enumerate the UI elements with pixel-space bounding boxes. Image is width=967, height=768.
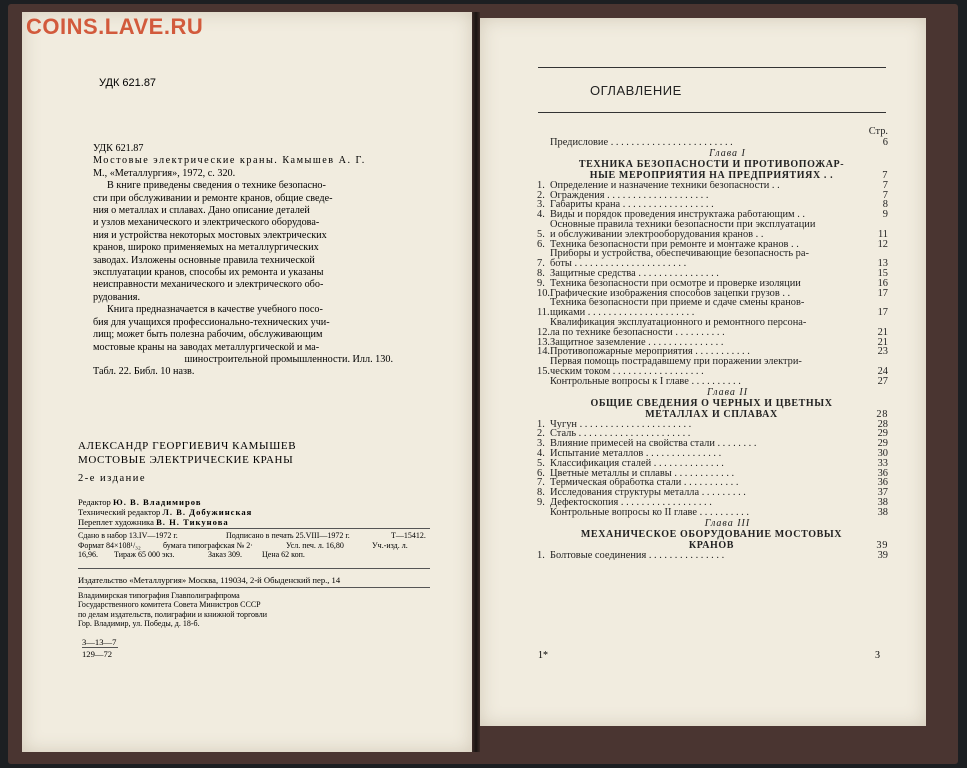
toc-page-number: 28 (877, 418, 888, 430)
toc-entry-text: Испытание металлов . . . . . . . . . . . . . . . (550, 448, 722, 459)
toc-entry (537, 508, 888, 518)
toc-entry-text: Контрольные вопросы ко II главе . . . . . . . . . . (550, 507, 749, 518)
toc-entry-number: 15. (537, 365, 550, 377)
toc-entry (537, 220, 888, 240)
author-name: АЛЕКСАНДР ГЕОРГИЕВИЧ КАМЫШЕВ (78, 440, 297, 452)
toc-entry-number: 7. (537, 477, 545, 489)
toc-entry (537, 469, 888, 479)
toc-page-number: 30 (877, 447, 888, 459)
toc-entry-number: 9. (537, 277, 545, 289)
toc-entry (537, 338, 888, 348)
toc-entry-text: Техника безопасности при приеме и сдаче смены кранов- щиками . . . . . . . . . . . . . . . . . . . . . (550, 298, 805, 318)
toc-chapter-title (537, 529, 888, 551)
toc-entry (537, 181, 888, 191)
toc-chapter-text: ОБЩИЕ СВЕДЕНИЯ О ЧЕРНЫХ И ЦВЕТНЫХ МЕТАЛЛАХ И СПЛАВАХ (590, 397, 833, 420)
toc-entry (537, 478, 888, 488)
toc-entry (537, 240, 888, 250)
abstract-line: кранов, широко применяемых на металлургических (93, 242, 319, 254)
toc-page-number: 13 (877, 258, 888, 270)
editors-block (78, 497, 252, 527)
toc-entry (537, 459, 888, 469)
toc-entry-text: Первая помощь пострадавшему при поражении электри- ческим током . . . . . . . . . . . . . . . . . . (550, 357, 802, 377)
toc-entry (537, 318, 888, 338)
page-number: 3 (875, 650, 880, 661)
toc-page-number: 29 (877, 438, 888, 450)
toc-entry (537, 298, 888, 318)
toc-entry-text: Защитное заземление . . . . . . . . . . . . . . . (550, 337, 724, 348)
book-title: МОСТОВЫЕ ЭЛЕКТРИЧЕСКИЕ КРАНЫ (78, 454, 294, 466)
abstract-line: и узлов механического и электрического оборудова- (93, 217, 320, 229)
toc-page-number: 16 (877, 277, 888, 289)
toc-page-number: 28 (876, 408, 888, 420)
toc-entry-number: 2. (537, 189, 545, 201)
toc-entry-number: 11. (537, 307, 550, 319)
cover-artist-line: Переплет художника В. Н. Тикунова (78, 517, 229, 527)
toc-entry-number: 12. (537, 326, 550, 338)
abstract-line: ния и устройства некоторых мостовых электрических (93, 229, 327, 241)
toc-entry-text: Болтовые соединения . . . . . . . . . . . . . . . (550, 550, 725, 561)
toc-title: ОГЛАВЛЕНИЕ (590, 83, 682, 98)
toc-entry-number: 9. (537, 496, 545, 508)
toc-page-number: 39 (876, 539, 888, 551)
toc-page-number: 9 (882, 209, 888, 221)
toc-chapter-title (537, 159, 888, 181)
toc-chapter-text: ТЕХНИКА БЕЗОПАСНОСТИ И ПРОТИВОПОЖАР- НЫЕ МЕРОПРИЯТИЯ НА ПРЕДПРИЯТИЯХ . . (578, 158, 845, 181)
toc-entry-number: 3. (537, 199, 545, 211)
toc-entry (537, 138, 888, 148)
toc-page-number: 17 (877, 287, 888, 299)
toc-entry-text: Контрольные вопросы к I главе . . . . . . . . . . (550, 376, 741, 387)
divider (78, 587, 430, 588)
toc-entry-text: Цветные металлы и сплавы . . . . . . . . . . . . (550, 468, 735, 479)
toc-page-number: 24 (877, 365, 888, 377)
toc-entry (537, 357, 888, 377)
toc-entry-text: Определение и назначение техники безопасности . . (550, 180, 780, 191)
abstract-line: УДК 621.87 (93, 143, 144, 154)
signature-mark: 1* (538, 650, 548, 661)
toc-page-number: 8 (882, 199, 888, 211)
toc-chapter-label: Глава II (706, 386, 749, 398)
toc-entry (537, 347, 888, 357)
toc-chapter-label: Глава I (709, 147, 746, 159)
abstract-line: эксплуатации кранов, способы их ремонта и указаны (93, 267, 324, 279)
toc-entry-text: Термическая обработка стали . . . . . . . . . . . (550, 478, 739, 489)
toc-chapter-title (537, 398, 888, 420)
toc-entry-text: Дефектоскопия . . . . . . . . . . . . . . . . . . (550, 497, 712, 508)
toc-entry (537, 420, 888, 430)
edition: 2-е издание (78, 473, 147, 484)
abstract-block (93, 143, 393, 379)
toc-page-number: 29 (877, 428, 888, 440)
abstract-line: сти при обслуживании и ремонте кранов, общие сведе- (93, 192, 333, 204)
book-spine-gutter (472, 12, 480, 752)
toc-entry-number: 13. (537, 336, 550, 348)
toc-entry (537, 289, 888, 299)
toc-entry-number: 3. (537, 438, 545, 450)
toc-page-number: 36 (877, 467, 888, 479)
toc-entry (537, 551, 888, 561)
toc-entry (537, 429, 888, 439)
toc-entry (537, 498, 888, 508)
toc-page-number: 38 (877, 496, 888, 508)
toc-entry (537, 269, 888, 279)
toc-page-number: 36 (877, 477, 888, 489)
header-rule (538, 67, 886, 68)
toc-page-number: 7 (882, 169, 888, 181)
toc-page-number: 33 (877, 457, 888, 469)
toc-page-number: 38 (877, 506, 888, 518)
toc-entry-text: Предисловие . . . . . . . . . . . . . . . . . . . . . . . . (550, 138, 733, 148)
abstract-line: заводах. Изложены основные правила технической (93, 254, 315, 266)
toc-entry-text: Графические изображения способов зацепки грузов . . (550, 288, 791, 299)
toc-entry-text: Противопожарные мероприятия . . . . . . . . . . . (550, 347, 750, 358)
printer-block (78, 591, 267, 629)
toc-entry-number: 1. (537, 179, 545, 191)
toc-entry-text: Приборы и устройства, обеспечивающие безопасность ра- боты . . . . . . . . . . . . . . . . . . . . . . (550, 249, 809, 269)
toc-entry-text: Чугун . . . . . . . . . . . . . . . . . . . . . . (550, 419, 692, 430)
imprint-paper: бумага типографская № 2· (163, 540, 253, 550)
toc-page-number: 7 (882, 189, 888, 201)
toc-page-number: 11 (877, 228, 888, 240)
toc-entry (537, 488, 888, 498)
toc-entry-number: 1. (537, 549, 545, 561)
toc-entry (537, 200, 888, 210)
printer-line: Государственного комитета Совета Министров СССР (78, 600, 261, 610)
abstract-line: ния о металлах и сплавах. Дано описание деталей (93, 205, 310, 217)
abstract-line: В книге приведены сведения о технике безопасно- (107, 180, 326, 192)
toc-page-number: 27 (877, 375, 888, 387)
toc-entry (537, 279, 888, 289)
toc-entry-text: Основные правила техники безопасности при эксплуатации и обслуживании электрооборудования кранов . . (550, 219, 816, 240)
imprint-sheets: Усл. печ. л. 16,80 (286, 540, 344, 550)
abstract-line: неисправности механического и электрического обо- (93, 279, 324, 291)
tech-editor-line: Технический редактор Л. В. Добужинская (78, 507, 253, 517)
editor-line: Редактор Ю. В. Владимиров (78, 497, 202, 507)
toc-entry-number: 8. (537, 267, 545, 279)
toc-entry (537, 210, 888, 220)
toc-entry-number: 2. (537, 428, 545, 440)
toc-entry-text: Классификация сталей . . . . . . . . . . . . . . (550, 458, 724, 469)
divider (78, 528, 430, 529)
printer-line: Владимирская типография Главполиграфпрома (78, 591, 240, 600)
toc-entry-number: 5. (537, 228, 545, 240)
toc-entry-text: Влияние примесей на свойства стали . . . . . . . . (550, 439, 757, 449)
abstract-line: мостовые краны на заводах металлургической и ма- (93, 341, 320, 353)
toc-entry (537, 377, 888, 387)
toc-page-number: 37 (877, 487, 888, 499)
toc-entry-text: Виды и порядок проведения инструктажа работающим . . (550, 210, 805, 220)
toc-entry-text: Защитные средства . . . . . . . . . . . . . . . . (550, 268, 719, 279)
imprint-ed-sheets-value: 16,96. (78, 550, 98, 560)
toc-page-number: 6 (882, 137, 888, 148)
toc-entry-text: Габариты крана . . . . . . . . . . . . . . . . . . (550, 200, 714, 211)
watermark: COINS.LAVE.RU (26, 14, 204, 39)
imprint-ed-sheets: Уч.-изд. л. (372, 540, 408, 550)
toc-page-number: 23 (877, 346, 888, 358)
toc-page-number: 15 (877, 267, 888, 279)
abstract-line: рудования. (93, 291, 141, 303)
toc-entry-number: 5. (537, 457, 545, 469)
toc-entry-number: 1. (537, 418, 545, 430)
publisher: Издательство «Металлургия» Москва, 119034, 2-й Обыденский пер., 14 (78, 575, 341, 585)
imprint-t-code: Т—15412. (391, 531, 426, 540)
abstract-line: М., «Металлургия», 1972, с. 320. (93, 167, 236, 179)
toc-entry (537, 439, 888, 449)
toc-entry (537, 249, 888, 269)
catalog-code-bottom: 129—72 (82, 647, 118, 659)
printer-line: Гор. Владимир, ул. Победы, д. 18-б. (78, 619, 200, 629)
abstract-line: Книга предназначается в качестве учебного посо- (107, 304, 323, 316)
imprint-price: Цена 62 коп. (262, 550, 305, 560)
abstract-line: лищ; может быть полезна рабочим, обслуживающим (93, 329, 323, 341)
abstract-line: бия для учащихся профессионально-технических учи- (93, 316, 330, 328)
imprint-signed: Подписано в печать 25.VIII—1972 г. (226, 531, 350, 540)
toc-page-number: 7 (882, 179, 888, 191)
toc-entry-number: 6. (537, 238, 545, 250)
udk-code: УДК 621.87 (99, 77, 157, 89)
toc-chapter-text: МЕХАНИЧЕСКОЕ ОБОРУДОВАНИЕ МОСТОВЫХ КРАНОВ (580, 528, 843, 551)
toc-entry-text: Сталь . . . . . . . . . . . . . . . . . . . . . . (550, 429, 691, 440)
toc-entry-text: Квалификация эксплуатационного и ремонтного персона- ла по технике безопасности . . . . . . . . . . (550, 317, 807, 338)
printer-line: по делам издательств, полиграфии и книжной торговли (78, 609, 267, 619)
toc-page-number: 21 (877, 336, 888, 348)
abstract-line: Табл. 22. Библ. 10 назв. (93, 366, 195, 378)
toc-page-number: 39 (877, 549, 888, 561)
catalog-code-top: 3—13—7 (82, 637, 117, 647)
table-of-contents (537, 126, 888, 560)
divider (78, 568, 430, 569)
toc-entry-number: 8. (537, 487, 545, 499)
toc-entry-text: Исследования структуры металла . . . . . . . . . (550, 488, 746, 498)
imprint-typeset: Сдано в набор 13.IV—1972 г. (78, 531, 178, 540)
toc-entry-number: 4. (537, 447, 545, 459)
toc-entry-number: 7. (537, 258, 545, 270)
abstract-line: шиностроительной промышленности. Илл. 130. (184, 353, 393, 365)
toc-entry-text: Ограждения . . . . . . . . . . . . . . . . . . . . (550, 190, 709, 201)
toc-page-number: 17 (877, 307, 888, 319)
toc-entry-number: 6. (537, 467, 545, 479)
toc-page-number: 12 (877, 238, 888, 250)
imprint-print-run: Тираж 65 000 экз. (114, 550, 175, 560)
imprint-order: Заказ 309. (208, 550, 243, 560)
catalog-codes (82, 637, 118, 659)
toc-chapter-label: Глава III (704, 517, 751, 529)
abstract-line: Мостовые электрические краны. Камышев А. Г. (93, 155, 366, 167)
toc-entry-number: 4. (537, 209, 545, 221)
toc-entry-number: 14. (537, 346, 550, 358)
header-rule (538, 112, 886, 113)
toc-entry (537, 191, 888, 201)
toc-entry-number: 10. (537, 287, 550, 299)
toc-entry (537, 449, 888, 459)
page-column-label: Стр. (868, 126, 888, 137)
toc-entry-text: Техника безопасности при ремонте и монтаже кранов . . (550, 239, 799, 250)
toc-page-number: 21 (877, 326, 888, 338)
toc-entry-text: Техника безопасности при осмотре и проверке изоляции (550, 278, 801, 289)
imprint-format: Формат 84×108¹/₃₂ (78, 540, 141, 550)
